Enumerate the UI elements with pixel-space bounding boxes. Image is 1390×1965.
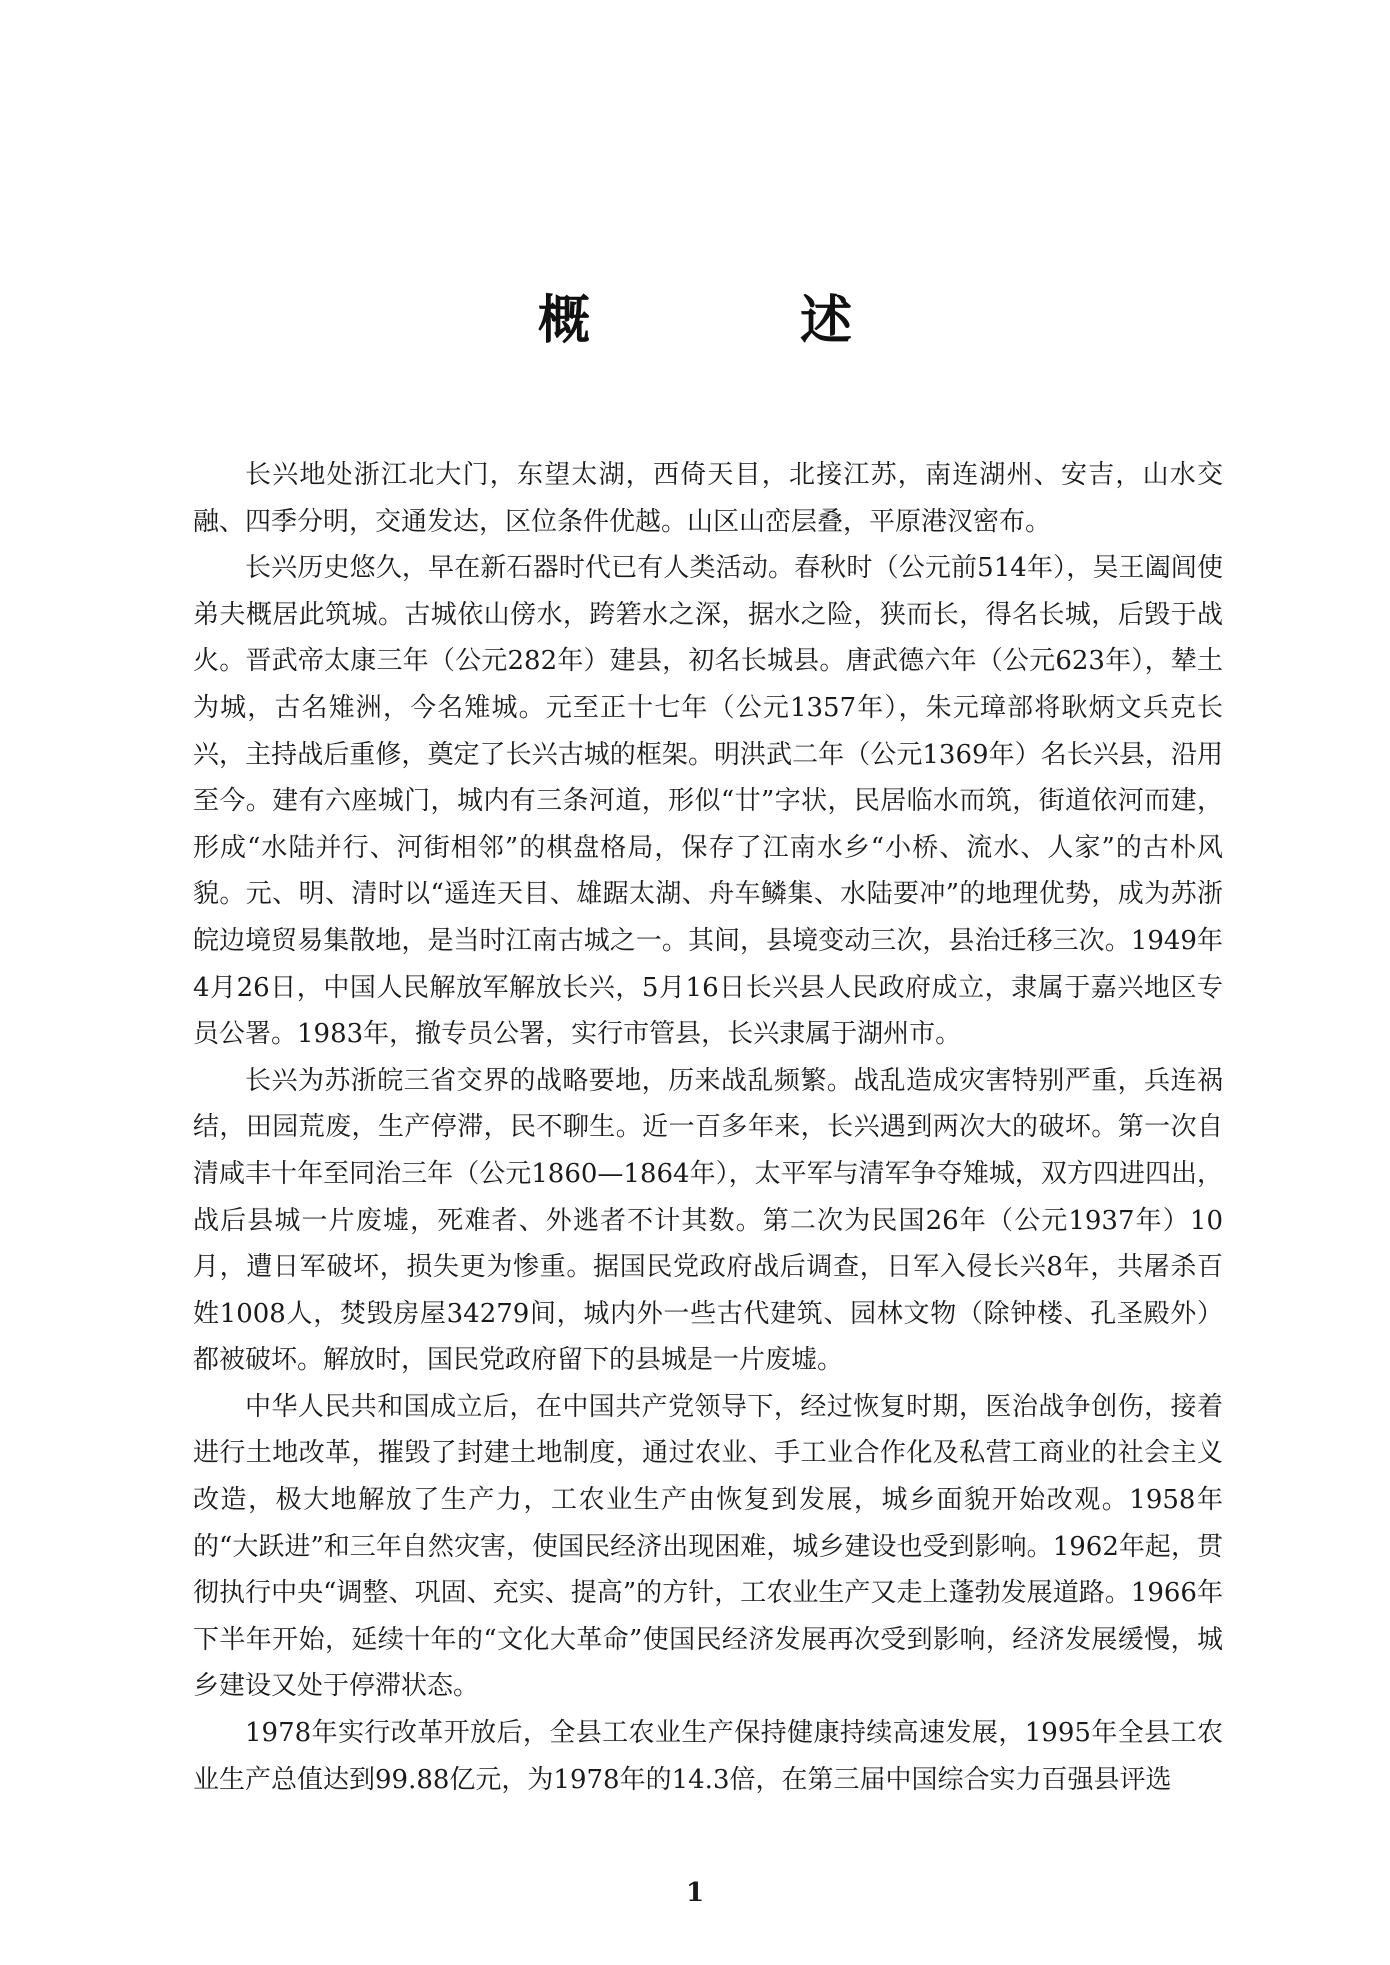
paragraph: 长兴地处浙江北大门，东望太湖，西倚天目，北接江苏，南连湖州、安吉，山水交融、四季分明，交通发达，区位条件优越。山区山峦层叠，平原港汊密布。 xyxy=(193,460,1223,537)
paragraph: 长兴为苏浙皖三省交界的战略要地，历来战乱频繁。战乱造成灾害特别严重，兵连祸结，田园荒废，生产停滞，民不聊生。近一百多年来，长兴遇到两次大的破坏。第一次自清咸丰十年至同治三年（公元1860—1864年），太平军与清军争夺雉城，双方四进四出，战后县城一片废墟，死难者、外逃者不计其数。第二次为民国26年（公元1937年）10月，遭日军破坏，损失更为惨重。据国民党政府战后调查，日军入侵长兴8年，共屠杀百姓1008人，焚毁房屋34279间，城内外一些古代建筑、园林文物（除钟楼、孔圣殿外）都被破坏。解放时，国民党政府留下的县城是一片废墟。 xyxy=(193,1065,1223,1376)
paragraph: 长兴历史悠久，早在新石器时代已有人类活动。春秋时（公元前514年），吴王阖闾使弟夫概居此筑城。古城依山傍水，跨箬水之深，据水之险，狭而长，得名长城，后毁于战火。晋武帝太康三年（公元282年）建县，初名长城县。唐武德六年（公元623年），辇土为城，古名雉洲，今名雉城。元至正十七年（公元1357年），朱元璋部将耿炳文兵克长兴，主持战后重修，奠定了长兴古城的框架。明洪武二年（公元1369年）名长兴县，沿用至今。建有六座城门，城内有三条河道，形似“廿”字状，民居临水而筑，街道依河而建，形成“水陆并行、河街相邻”的棋盘格局，保存了江南水乡“小桥、流水、人家”的古朴风貌。元、明、清时以“遥连天目、雄踞太湖、舟车鳞集、水陆要冲”的地理优势，成为苏浙皖边境贸易集散地，是当时江南古城之一。其间，县境变动三次，县治迁移三次。1949年4月26日，中国人民解放军解放长兴，5月16日长兴县人民政府成立，隶属于嘉兴地区专员公署。1983年，撤专员公署，实行市管县，长兴隶属于湖州市。 xyxy=(193,553,1223,1050)
paragraph: 1978年实行改革开放后，全县工农业生产保持健康持续高速发展，1995年全县工农业生产总值达到99.88亿元，为1978年的14.3倍，在第三届中国综合实力百强县评选 xyxy=(193,1718,1223,1795)
page-title: 概 述 xyxy=(537,291,949,351)
paragraph: 中华人民共和国成立后，在中国共产党领导下，经过恢复时期，医治战争创伤，接着进行土地改革，摧毁了封建土地制度，通过农业、手工业合作化及私营工商业的社会主义改造，极大地解放了生产力，工农业生产由恢复到发展，城乡面貌开始改观。1958年的“大跃进”和三年自然灾害，使国民经济出现困难，城乡建设也受到影响。1962年起，贯彻执行中央“调整、巩固、充实、提高”的方针，工农业生产又走上蓬勃发展道路。1966年下半年开始，延续十年的“文化大革命”使国民经济发展再次受到影响，经济发展缓慢，城乡建设又处于停滞状态。 xyxy=(193,1391,1223,1702)
body-text xyxy=(193,452,1223,1803)
page-number: 1 xyxy=(685,1878,705,1908)
